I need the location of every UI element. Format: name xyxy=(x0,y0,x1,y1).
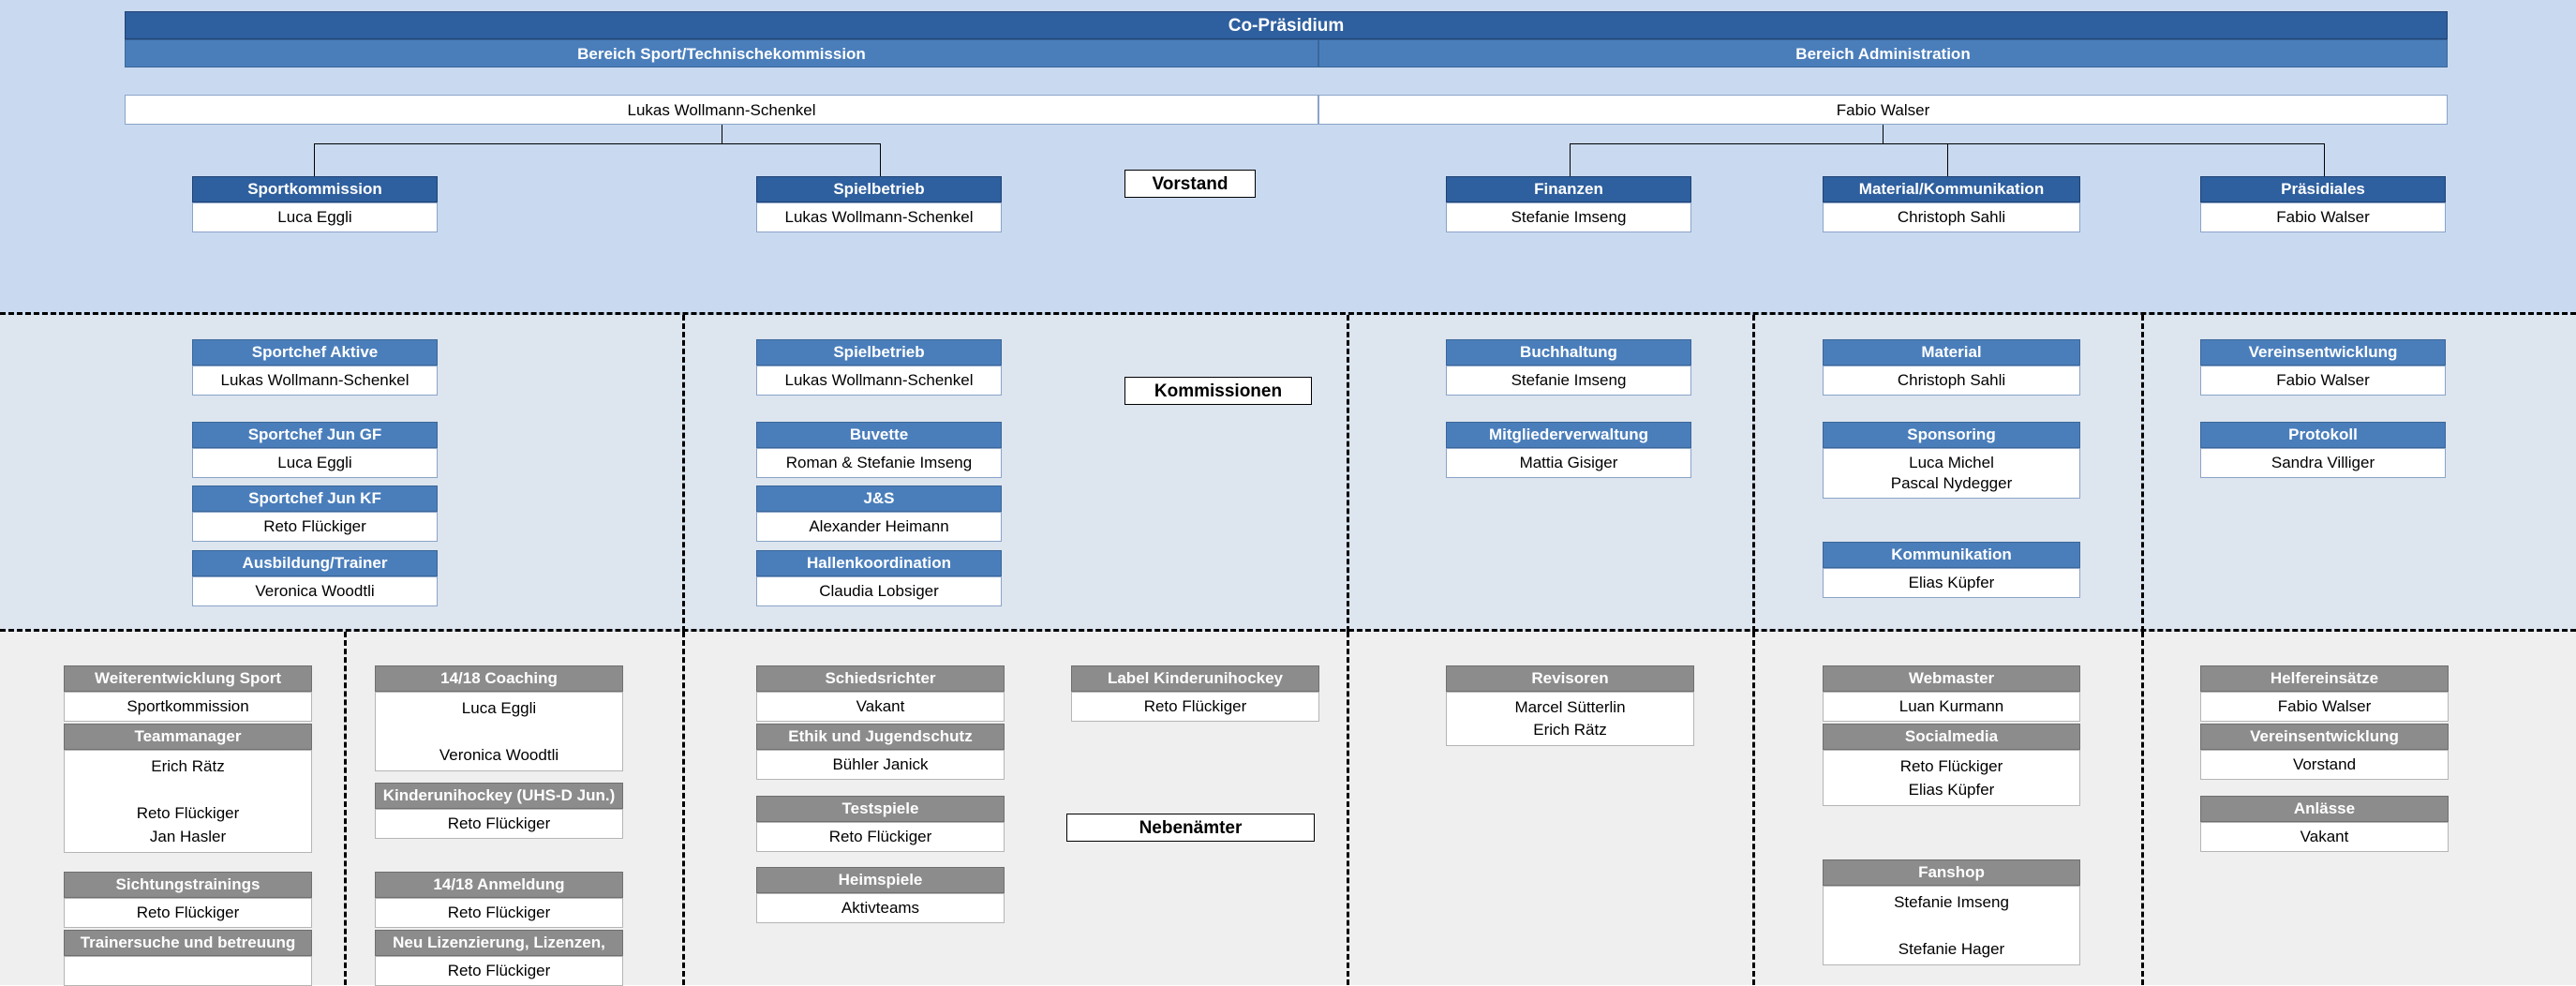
node-helfereinsaetze[interactable] xyxy=(2200,665,2449,722)
node-person: Veronica Woodtli xyxy=(439,746,559,764)
connector-admin-stem xyxy=(1883,125,1884,143)
node-title: 14/18 Coaching xyxy=(375,665,623,692)
node-sportchef-jun-gf[interactable] xyxy=(192,422,438,478)
section-lead-admin: Fabio Walser xyxy=(1318,95,2448,125)
node-finanzen[interactable] xyxy=(1446,176,1691,232)
node-person: Fabio Walser xyxy=(2200,692,2449,722)
node-person: Lukas Wollmann-Schenkel xyxy=(756,366,1002,396)
node-title: Hallenkoordination xyxy=(756,550,1002,576)
node-schiedsrichter[interactable] xyxy=(756,665,1005,722)
co-presidency-header: Co-Präsidium xyxy=(125,11,2448,39)
node-kinderunihockey-uhsd[interactable] xyxy=(375,783,623,839)
node-person: Reto Flückiger xyxy=(756,822,1005,852)
node-person: Aktivteams xyxy=(756,893,1005,923)
node-1418-coaching[interactable] xyxy=(375,665,623,771)
node-title: Sportkommission xyxy=(192,176,438,202)
node-heimspiele[interactable] xyxy=(756,867,1005,923)
connector-sport-left xyxy=(314,143,315,176)
node-title: 14/18 Anmeldung xyxy=(375,872,623,898)
separator-n5 xyxy=(2141,632,2144,985)
node-title: Spielbetrieb xyxy=(756,176,1002,202)
node-person: Reto Flückiger xyxy=(375,809,623,839)
node-title: Kommunikation xyxy=(1823,542,2080,568)
node-title: Kinderunihockey (UHS-D Jun.) xyxy=(375,783,623,809)
node-revisoren[interactable] xyxy=(1446,665,1694,746)
node-title: Sportchef Jun KF xyxy=(192,486,438,512)
node-person: Stefanie Hager xyxy=(1898,940,2005,958)
node-webmaster[interactable] xyxy=(1823,665,2080,722)
node-mitgliederverwaltung[interactable] xyxy=(1446,422,1691,478)
node-js[interactable] xyxy=(756,486,1002,542)
node-person: Reto Flückiger xyxy=(375,956,623,986)
node-title: Präsidiales xyxy=(2200,176,2446,202)
node-hallenkoordination[interactable] xyxy=(756,550,1002,606)
node-title: Helfereinsätze xyxy=(2200,665,2449,692)
node-title: Finanzen xyxy=(1446,176,1691,202)
node-title: Ausbildung/Trainer xyxy=(192,550,438,576)
node-teammanager[interactable] xyxy=(64,724,312,853)
node-spielbetrieb-kommission[interactable] xyxy=(756,339,1002,396)
node-person: Erich Rätz xyxy=(1533,721,1607,739)
node-person: Claudia Lobsiger xyxy=(756,576,1002,606)
node-buchhaltung[interactable] xyxy=(1446,339,1691,396)
node-title: Schiedsrichter xyxy=(756,665,1005,692)
node-person: Sportkommission xyxy=(64,692,312,722)
node-person: Bühler Janick xyxy=(756,750,1005,780)
node-sportkommission[interactable] xyxy=(192,176,438,232)
node-person: Sandra Villiger xyxy=(2200,448,2446,478)
node-title: Teammanager xyxy=(64,724,312,750)
node-weiterentwicklung-sport[interactable] xyxy=(64,665,312,722)
node-person-spacer xyxy=(67,778,309,801)
separator-n1 xyxy=(344,632,347,985)
node-person: Reto Flückiger xyxy=(375,898,623,928)
node-socialmedia[interactable] xyxy=(1823,724,2080,806)
separator-k3 xyxy=(1752,315,1755,632)
node-person: Erich Rätz xyxy=(151,757,225,775)
node-protokoll[interactable] xyxy=(2200,422,2446,478)
node-person: Reto Flückiger xyxy=(136,804,240,822)
node-person: Vorstand xyxy=(2200,750,2449,780)
group-label-nebenaemter: Nebenämter xyxy=(1066,814,1315,842)
connector-sport-right xyxy=(880,143,881,176)
node-person: Stefanie Imseng xyxy=(1894,893,2009,911)
node-title: Material/Kommunikation xyxy=(1823,176,2080,202)
group-label-kommissionen: Kommissionen xyxy=(1124,377,1312,405)
node-title: Sichtungstrainings xyxy=(64,872,312,898)
node-title: J&S xyxy=(756,486,1002,512)
node-people xyxy=(1823,750,2080,806)
node-neu-lizenzierung[interactable] xyxy=(375,930,623,986)
node-person: Elias Küpfer xyxy=(1908,781,1995,799)
node-spielbetrieb-vorstand[interactable] xyxy=(756,176,1002,232)
node-title: Label Kinderunihockey xyxy=(1071,665,1319,692)
node-person: Mattia Gisiger xyxy=(1446,448,1691,478)
node-title: Ethik und Jugendschutz xyxy=(756,724,1005,750)
node-person: Christoph Sahli xyxy=(1823,202,2080,232)
node-title: Fanshop xyxy=(1823,859,2080,886)
node-person: Vakant xyxy=(2200,822,2449,852)
node-title: Testspiele xyxy=(756,796,1005,822)
node-title: Sportchef Aktive xyxy=(192,339,438,366)
node-praesidiales[interactable] xyxy=(2200,176,2446,232)
node-person: Stefanie Imseng xyxy=(1446,202,1691,232)
separator-k4 xyxy=(2141,315,2144,632)
node-people xyxy=(375,692,623,771)
node-ausbildung-trainer[interactable] xyxy=(192,550,438,606)
section-header-admin: Bereich Administration xyxy=(1318,39,2448,67)
node-kommunikation[interactable] xyxy=(1823,542,2080,598)
node-fanshop[interactable] xyxy=(1823,859,2080,965)
node-title: Spielbetrieb xyxy=(756,339,1002,366)
node-title: Sponsoring xyxy=(1823,422,2080,448)
node-person: Lukas Wollmann-Schenkel xyxy=(756,202,1002,232)
node-title: Vereinsentwicklung xyxy=(2200,339,2446,366)
node-title: Buvette xyxy=(756,422,1002,448)
node-sichtungstrainings[interactable] xyxy=(64,872,312,928)
node-testspiele[interactable] xyxy=(756,796,1005,852)
node-person: Luca Eggli xyxy=(192,448,438,478)
node-buvette[interactable] xyxy=(756,422,1002,478)
node-person: Stefanie Imseng xyxy=(1446,366,1691,396)
node-person: Vakant xyxy=(756,692,1005,722)
node-title: Vereinsentwicklung xyxy=(2200,724,2449,750)
node-vereinsentwicklung-kommission[interactable] xyxy=(2200,339,2446,396)
node-person: Luca Michel xyxy=(1909,454,1994,471)
node-title: Webmaster xyxy=(1823,665,2080,692)
section-lead-sport: Lukas Wollmann-Schenkel xyxy=(125,95,1318,125)
node-title: Neu Lizenzierung, Lizenzen, xyxy=(375,930,623,956)
node-title: Buchhaltung xyxy=(1446,339,1691,366)
group-label-vorstand: Vorstand xyxy=(1124,170,1256,198)
node-person-spacer xyxy=(1825,914,2077,937)
node-vereinsentwicklung-nebenamt[interactable] xyxy=(2200,724,2449,780)
node-person: Elias Küpfer xyxy=(1823,568,2080,598)
node-title: Anlässe xyxy=(2200,796,2449,822)
node-person: Reto Flückiger xyxy=(64,898,312,928)
node-title: Mitgliederverwaltung xyxy=(1446,422,1691,448)
separator-n4 xyxy=(1752,632,1755,985)
node-person: Lukas Wollmann-Schenkel xyxy=(192,366,438,396)
node-title: Socialmedia xyxy=(1823,724,2080,750)
separator-k2 xyxy=(1347,315,1349,632)
node-person: Marcel Sütterlin xyxy=(1514,698,1626,716)
node-person xyxy=(64,956,312,986)
separator-k1 xyxy=(682,315,685,632)
node-title: Heimspiele xyxy=(756,867,1005,893)
connector-sport-bus xyxy=(314,143,881,144)
node-person: Reto Flückiger xyxy=(1071,692,1319,722)
node-sponsoring[interactable] xyxy=(1823,422,2080,499)
node-person: Luca Eggli xyxy=(461,699,537,717)
node-title: Material xyxy=(1823,339,2080,366)
separator-n2 xyxy=(682,632,685,985)
node-title: Protokoll xyxy=(2200,422,2446,448)
node-person: Luan Kurmann xyxy=(1823,692,2080,722)
node-people xyxy=(1823,448,2080,499)
node-person: Christoph Sahli xyxy=(1823,366,2080,396)
node-sportchef-aktive[interactable] xyxy=(192,339,438,396)
node-title: Trainersuche und betreuung xyxy=(64,930,312,956)
node-trainersuche-betreuung[interactable] xyxy=(64,930,312,986)
connector-admin-left xyxy=(1570,143,1571,176)
node-person: Luca Eggli xyxy=(192,202,438,232)
node-material[interactable] xyxy=(1823,339,2080,396)
node-sportchef-jun-kf[interactable] xyxy=(192,486,438,542)
node-title: Weiterentwicklung Sport xyxy=(64,665,312,692)
node-person: Veronica Woodtli xyxy=(192,576,438,606)
node-person: Fabio Walser xyxy=(2200,366,2446,396)
node-person: Reto Flückiger xyxy=(192,512,438,542)
node-title: Revisoren xyxy=(1446,665,1694,692)
node-person: Alexander Heimann xyxy=(756,512,1002,542)
node-anlaesse[interactable] xyxy=(2200,796,2449,852)
node-ethik-jugendschutz[interactable] xyxy=(756,724,1005,780)
connector-admin-right xyxy=(2324,143,2325,176)
node-people xyxy=(64,750,312,853)
node-person: Pascal Nydegger xyxy=(1890,474,2013,492)
node-person: Fabio Walser xyxy=(2200,202,2446,232)
node-people xyxy=(1446,692,1694,746)
separator-n3 xyxy=(1347,632,1349,985)
node-person: Roman & Stefanie Imseng xyxy=(756,448,1002,478)
node-people xyxy=(1823,886,2080,965)
node-title: Sportchef Jun GF xyxy=(192,422,438,448)
node-material-kommunikation[interactable] xyxy=(1823,176,2080,232)
section-header-sport: Bereich Sport/Technischekommission xyxy=(125,39,1318,67)
node-person: Jan Hasler xyxy=(149,828,227,845)
connector-admin-mid xyxy=(1947,143,1948,176)
node-1418-anmeldung[interactable] xyxy=(375,872,623,928)
node-person: Reto Flückiger xyxy=(1899,757,2003,775)
node-person-spacer xyxy=(378,720,620,743)
node-label-kinderunihockey[interactable] xyxy=(1071,665,1319,722)
